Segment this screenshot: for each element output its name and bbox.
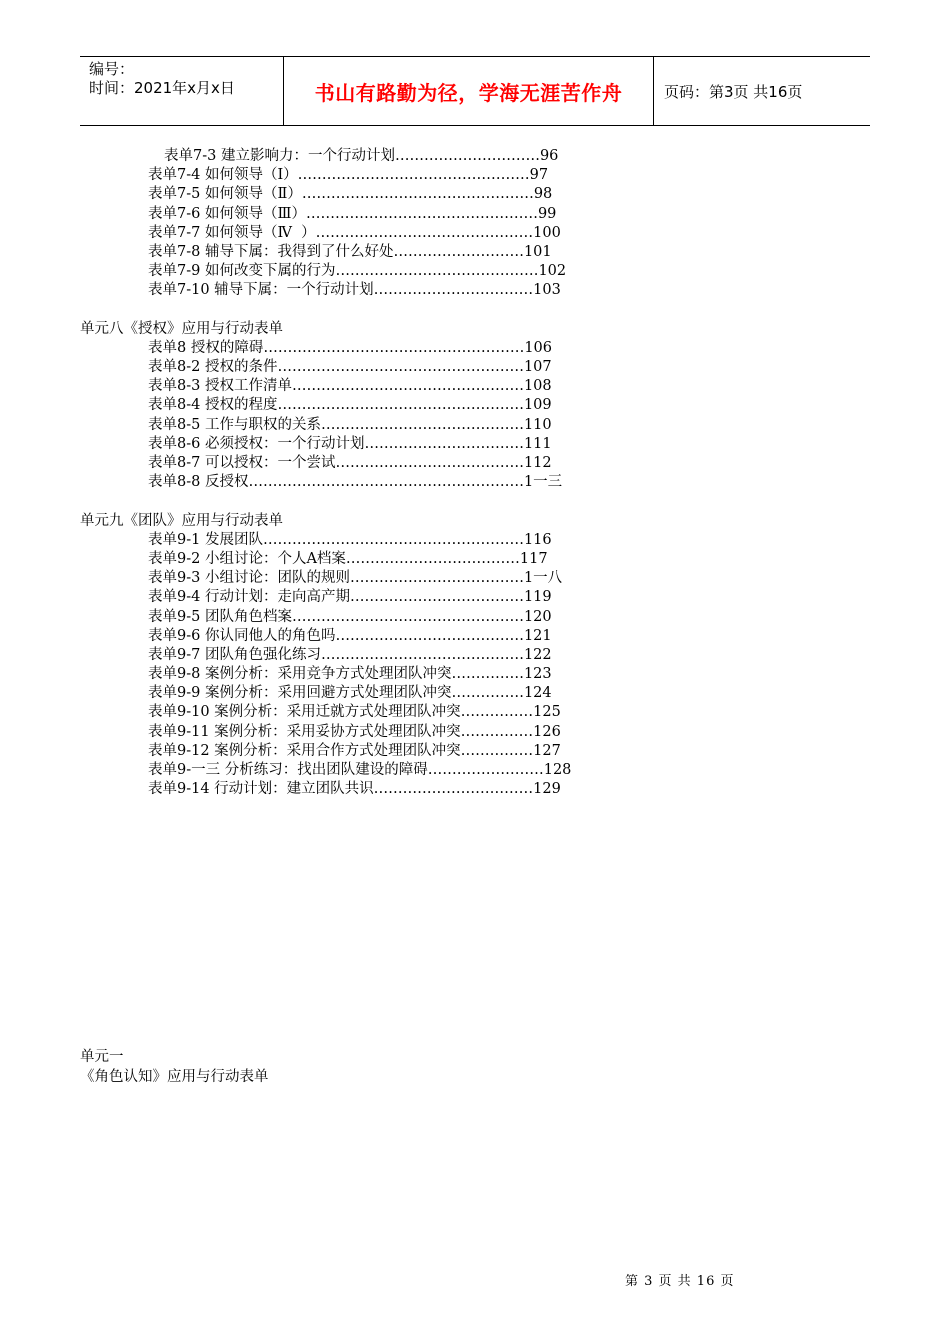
toc-item: 表单7-5 如何领导（Ⅱ）…………………………………………98 [148, 186, 553, 203]
toc-item: 表单7-3 建立影响力：一个行动计划…………………………96 [164, 148, 559, 164]
toc-item: 表单9-1 发展团队………………………………………………116 [148, 531, 552, 548]
toc-item: 表单8-6 必须授权：一个行动计划……………………………111 [148, 435, 552, 452]
toc-item: 表单8-2 授权的条件……………………………………………107 [148, 359, 552, 376]
unit-1-title: 《角色认知》应用与行动表单 [80, 1069, 269, 1085]
number-label: 编号： [89, 60, 135, 78]
table-of-contents [80, 147, 780, 799]
spacer [80, 301, 780, 320]
toc-item: 表单8-4 授权的程度……………………………………………109 [148, 397, 552, 414]
toc-item: 表单8-5 工作与职权的关系……………………………………110 [148, 416, 552, 433]
unit-1-label: 单元一 [80, 1049, 124, 1065]
unit-1-heading [80, 1047, 269, 1087]
toc-item: 表单9-10 案例分析：采用迁就方式处理团队冲突……………125 [148, 704, 561, 721]
toc-item: 表单9-8 案例分析：采用竞争方式处理团队冲突……………123 [148, 666, 552, 683]
toc-item: 表单9-6 你认同他人的角色吗…………………………………121 [148, 627, 552, 644]
toc-item: 表单9-9 案例分析：采用回避方式处理团队冲突……………124 [148, 685, 552, 702]
toc-item: 表单7-4 如何领导（Ⅰ）…………………………………………97 [148, 167, 549, 184]
toc-item: 表单9-12 案例分析：采用合作方式处理团队冲突……………127 [148, 742, 561, 759]
toc-item: 表单7-8 辅导下属：我得到了什么好处………………………101 [148, 243, 552, 260]
toc-item: 表单7-7 如何领导（Ⅳ ）………………………………………100 [148, 224, 561, 241]
toc-item: 表单9-2 小组讨论：个人A档案………………………………117 [148, 550, 548, 567]
spacer [80, 492, 780, 511]
toc-item: 表单7-9 如何改变下属的行为……………………………………102 [148, 263, 567, 280]
motto: 书山有路勤为径，学海无涯苦作舟 [283, 57, 654, 125]
page-footer: 第 3 页 共 16 页 [625, 1274, 735, 1289]
toc-item: 表单9-5 团队角色档案…………………………………………120 [148, 608, 552, 625]
toc-item: 表单7-10 辅导下属：一个行动计划……………………………103 [148, 282, 561, 299]
toc-item: 表单8-8 反授权…………………………………………………1一三 [148, 474, 563, 491]
toc-item: 表单9-14 行动计划：建立团队共识……………………………129 [148, 781, 561, 798]
header-meta [80, 57, 283, 125]
time-label: 时间：2021年x月x日 [89, 79, 235, 97]
toc-item: 表单7-6 如何领导（Ⅲ）…………………………………………99 [148, 205, 557, 222]
page-header [80, 56, 870, 126]
unit-8-title: 单元八《授权》应用与行动表单 [80, 320, 283, 337]
header-page-label: 页码：第3页 共16页 [664, 82, 803, 101]
toc-item: 表单9-3 小组讨论：团队的规则………………………………1一八 [148, 570, 563, 587]
toc-item: 表单9-一三 分析练习：找出团队建设的障碍……………………128 [148, 762, 572, 778]
toc-item: 表单9-7 团队角色强化练习……………………………………122 [148, 646, 552, 663]
toc-item: 表单8-3 授权工作清单…………………………………………108 [148, 378, 552, 395]
toc-item: 表单9-4 行动计划：走向高产期………………………………119 [148, 589, 552, 606]
toc-item: 表单9-11 案例分析：采用妥协方式处理团队冲突……………126 [148, 723, 561, 740]
toc-item: 表单8 授权的障碍………………………………………………106 [148, 339, 553, 356]
unit-9-title: 单元九《团队》应用与行动表单 [80, 512, 283, 529]
toc-item: 表单8-7 可以授权：一个尝试…………………………………112 [148, 455, 552, 471]
